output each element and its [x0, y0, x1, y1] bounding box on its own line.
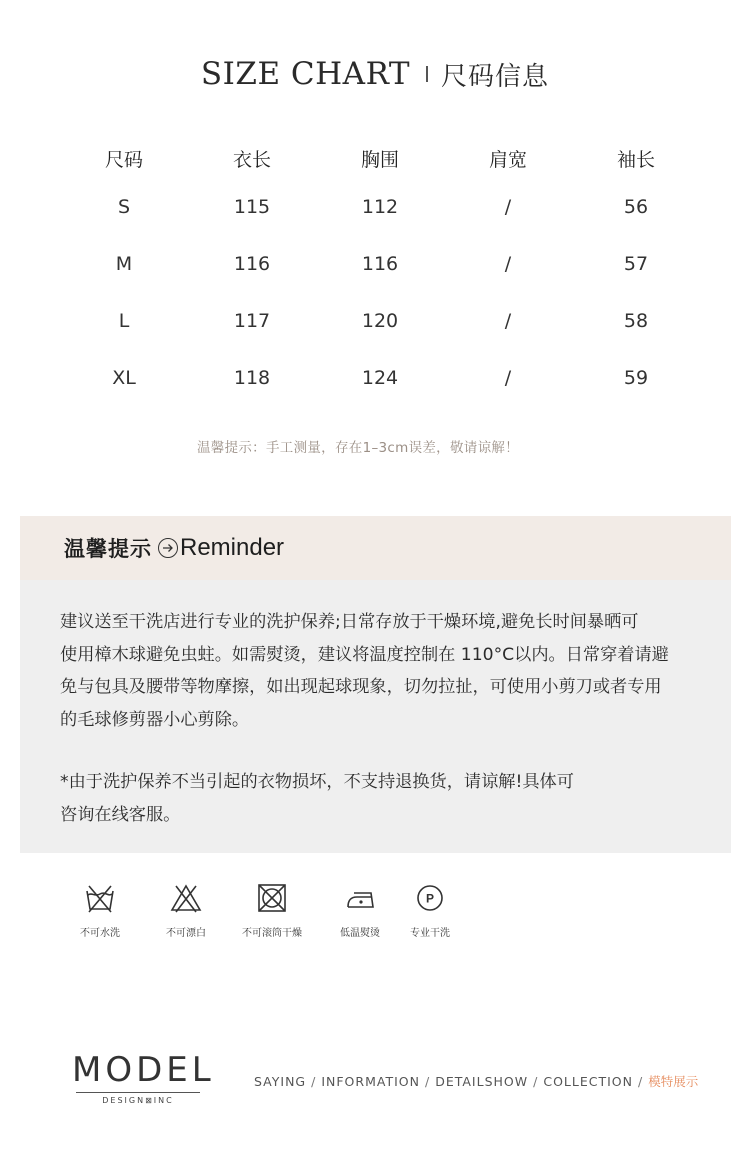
table-cell: 117 — [233, 309, 271, 332]
svg-text:P: P — [425, 891, 435, 906]
reminder-line: *由于洗护保养不当引起的衣物损坏，不支持退换货，请谅解!具体可 — [60, 772, 574, 792]
table-cell: / — [504, 252, 512, 275]
no-bleach-icon — [170, 882, 202, 914]
table-cell: 124 — [361, 366, 399, 389]
nav-item-model-show[interactable]: 模特展示 — [648, 1074, 699, 1089]
reminder-line: 建议送至干洗店进行专业的洗护保养;日常存放于干燥环境,避免长时间暴晒可 — [60, 612, 639, 632]
reminder-header — [20, 516, 731, 580]
no-tumble-dry-icon — [256, 882, 288, 914]
reminder-line: 免与包具及腰带等物摩擦，如出现起球现象，切勿拉扯，可使用小剪刀或者专用 — [60, 677, 662, 697]
nav-separator: / — [637, 1074, 644, 1089]
nav-separator: / — [533, 1074, 539, 1089]
care-item-no-tumble-dry — [232, 882, 312, 939]
reminder-title-en: Reminder — [180, 534, 285, 561]
table-cell: 56 — [623, 195, 649, 218]
care-label: 不可水洗 — [80, 928, 120, 939]
nav-item-collection[interactable]: COLLECTION — [543, 1074, 633, 1089]
footer-nav — [254, 1072, 698, 1090]
professional-dry-clean-icon — [414, 882, 446, 914]
care-item-no-bleach — [146, 882, 226, 939]
low-temp-iron-icon — [344, 882, 376, 914]
reminder-title-cn: 温馨提示 — [64, 537, 152, 561]
logo-word: MODEL — [72, 1050, 215, 1090]
care-item-low-iron — [320, 882, 400, 939]
care-item-no-wash — [60, 882, 140, 939]
title-english: SIZE CHART — [200, 56, 411, 92]
table-row — [60, 178, 700, 235]
reminder-line: 的毛球修剪器小心剪除。 — [60, 709, 250, 730]
table-cell: / — [504, 309, 512, 332]
table-cell: 59 — [623, 366, 649, 389]
nav-item-information[interactable]: INFORMATION — [321, 1074, 420, 1089]
title-divider — [426, 66, 428, 82]
logo-divider — [76, 1092, 200, 1093]
care-label: 不可漂白 — [166, 928, 206, 939]
nav-item-detailshow[interactable]: DETAILSHOW — [435, 1074, 529, 1089]
table-cell: 112 — [361, 195, 399, 218]
table-cell: 120 — [361, 309, 399, 332]
size-table — [60, 138, 700, 406]
reminder-line: 使用樟木球避免虫蛀。如需熨烫，建议将温度控制在 110°C以内。日常穿着请避 — [60, 644, 669, 665]
size-table-header — [60, 138, 700, 178]
reminder-line: 咨询在线客服。 — [60, 804, 181, 825]
header-shoulder: 肩宽 — [488, 148, 527, 171]
title-chinese: 尺码信息 — [441, 61, 550, 92]
table-cell: M — [115, 252, 133, 275]
care-label: 不可滚筒干燥 — [242, 928, 302, 939]
header-length: 衣长 — [232, 148, 271, 171]
nav-item-saying[interactable]: SAYING — [254, 1074, 307, 1089]
table-cell: 116 — [361, 252, 399, 275]
table-cell: XL — [112, 366, 136, 389]
care-label: 专业干洗 — [410, 928, 450, 939]
table-cell: / — [504, 366, 512, 389]
measurement-note: 温馨提示：手工测量，存在1–3cm误差，敬请谅解！ — [196, 440, 519, 456]
no-water-wash-icon — [84, 882, 116, 914]
nav-separator: / — [311, 1074, 317, 1089]
table-cell: 57 — [623, 252, 649, 275]
model-logo — [72, 1050, 215, 1105]
table-cell: / — [504, 195, 512, 218]
header-chest: 胸围 — [360, 148, 399, 171]
header-size: 尺码 — [104, 148, 143, 171]
header-sleeve: 袖长 — [616, 148, 655, 171]
logo-subtitle: DESIGN⊠INC — [102, 1096, 174, 1105]
size-chart-title — [0, 52, 750, 96]
arrow-right-icon — [158, 538, 178, 558]
reminder-body — [20, 580, 731, 853]
table-cell: 116 — [233, 252, 271, 275]
table-cell: 115 — [233, 195, 271, 218]
care-item-dry-clean — [390, 882, 470, 939]
table-row — [60, 292, 700, 349]
table-row — [60, 235, 700, 292]
table-cell: L — [118, 309, 130, 332]
table-row — [60, 349, 700, 406]
table-cell: 118 — [233, 366, 271, 389]
care-label: 低温熨烫 — [340, 928, 380, 939]
table-cell: S — [117, 195, 131, 218]
table-cell: 58 — [623, 309, 649, 332]
nav-separator: / — [424, 1074, 431, 1089]
